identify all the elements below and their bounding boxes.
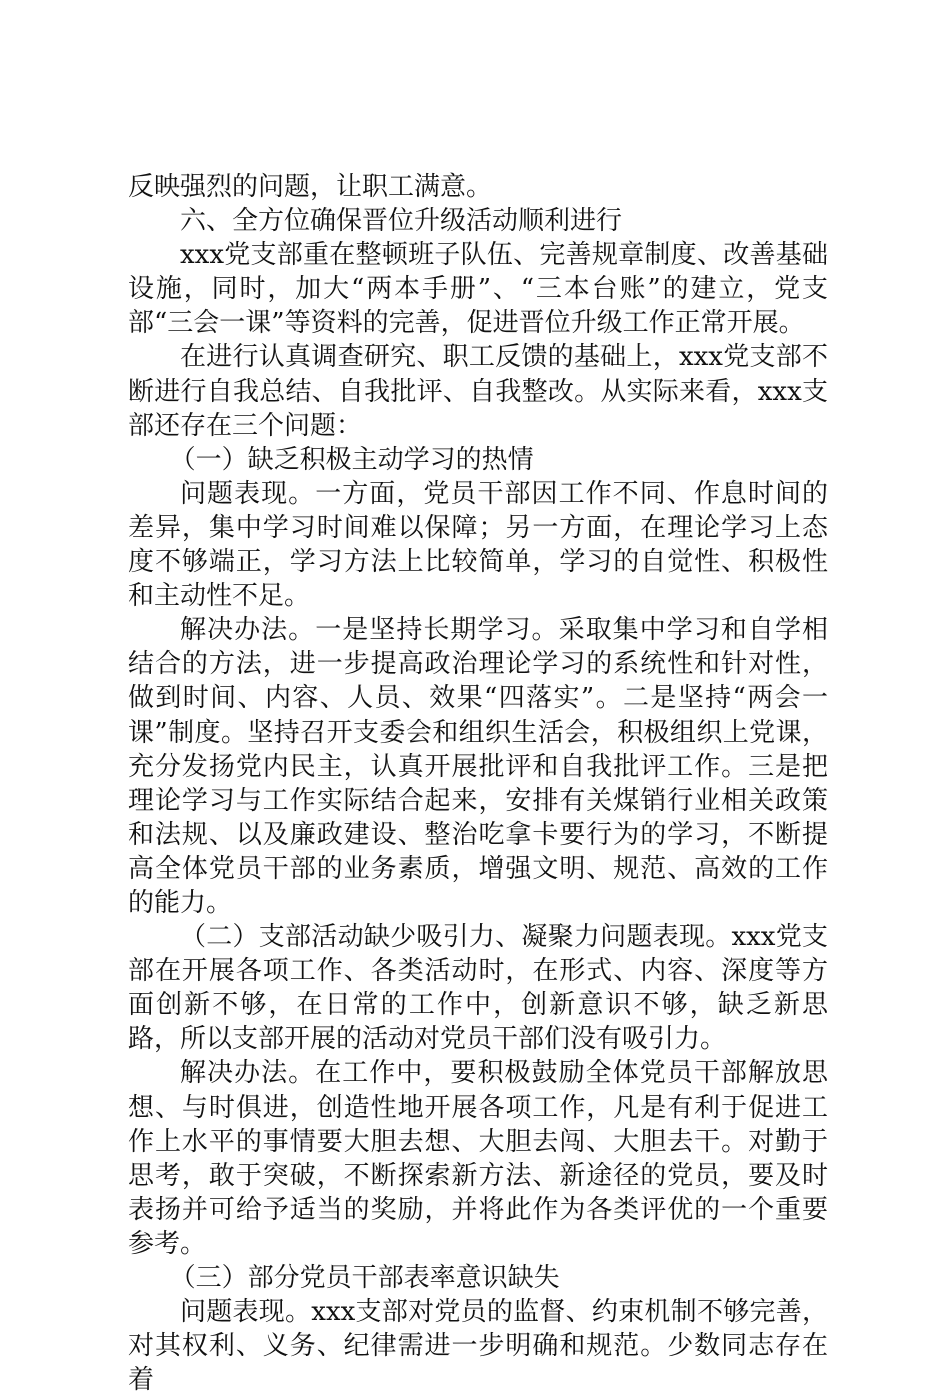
paragraph: 问题表现。xxx支部对党员的监督、约束机制不够完善，对其权利、义务、纪律需进一步明确和规范。少数同志存在着 bbox=[128, 1297, 828, 1396]
paragraph-continuation: 反映强烈的问题，让职工满意。 bbox=[128, 172, 493, 202]
document-body bbox=[128, 170, 828, 1397]
section-heading: 六、全方位确保晋位升级活动顺利进行 bbox=[180, 206, 623, 237]
paragraph: 解决办法。一是坚持长期学习。采取集中学习和自学相结合的方法，进一步提高政治理论学习的系统性和针对性，做到时间、内容、人员、效果“四落实”。二是坚持“两会一课”制度。坚持召开支委会和组织生活会，积极组织上党课，充分发扬党内民主，认真开展批评和自我批评工作。三是把理论学习与工作实际结合起来，安排有关煤销行业相关政策和法规、以及廉政建设、整治吃拿卡要行为的学习，不断提高全体党员干部的业务素质，增强文明、规范、高效的工作的能力。 bbox=[128, 615, 828, 918]
paragraph: 问题表现。一方面，党员干部因工作不同、作息时间的差异，集中学习时间难以保障；另一方面，在理论学习上态度不够端正，学习方法上比较简单，学习的自觉性、积极性和主动性不足。 bbox=[128, 478, 828, 612]
paragraph: 解决办法。在工作中，要积极鼓励全体党员干部解放思想、与时俱进，创造性地开展各项工作，凡是有利于促进工作上水平的事情要大胆去想、大胆去闯、大胆去干。对勤于思考，敢于突破，不断探索新方法、新途径的党员，要及时表扬并可给予适当的奖励，并将此作为各类评优的一个重要参考。 bbox=[128, 1058, 828, 1259]
paragraph: 在进行认真调查研究、职工反馈的基础上，xxx党支部不断进行自我总结、自我批评、自我整改。从实际来看，xxx支部还存在三个问题： bbox=[128, 342, 828, 441]
subsection-heading: （一）缺乏积极主动学习的热情 bbox=[169, 444, 534, 475]
paragraph: xxx党支部重在整顿班子队伍、完善规章制度、改善基础设施，同时，加大“两本手册”、“三本台账”的建立，党支部“三会一课”等资料的完善，促进晋位升级工作正常开展。 bbox=[128, 240, 828, 339]
subsection-heading: （二）支部活动缺少吸引力、凝聚力问题表现。xxx党支部在开展各项工作、各类活动时，在形式、内容、深度等方面创新不够，在日常的工作中，创新意识不够，缺乏新思路，所以支部开展的活动对党员干部们没有吸引力。 bbox=[128, 922, 828, 1055]
subsection-heading: （三）部分党员干部表率意识缺失 bbox=[169, 1263, 560, 1293]
